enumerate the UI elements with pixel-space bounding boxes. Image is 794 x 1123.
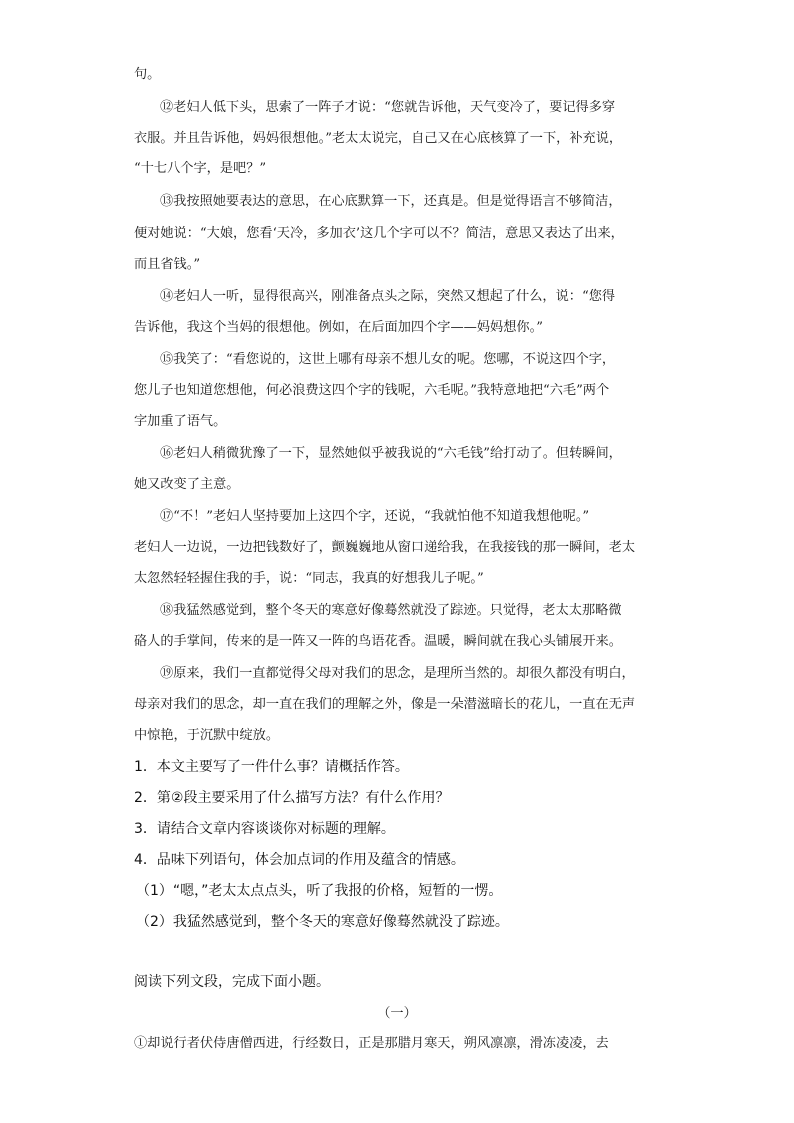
passage-line: ⑲原来，我们一直都觉得父母对我们的思念，是理所当然的。却很久都没有明白，: [160, 666, 635, 681]
question-4: 4．品味下列语句，体会加点词的作用及蕴含的情感。: [134, 852, 465, 868]
passage-line: 便对她说：“大娘，您看‘天冷，多加衣’这几个字可以不？简洁，意思又表达了出来，: [134, 226, 624, 241]
passage-line: 中惊艳，于沉默中绽放。: [134, 728, 280, 743]
passage-line: ⑫老妇人低下头，思索了一阵子才说：“您就告诉他，天气变冷了，要记得多穿: [160, 100, 616, 115]
passage-line: 句。: [134, 67, 161, 82]
passage-line: 母亲对我们的思念，却一直在我们的理解之外，像是一朵潜滋暗长的花儿，一直在无声: [134, 697, 636, 712]
passage-line: 衣服。并且告诉他，妈妈很想他。”老太太说完，自己又在心底核算了一下，补充说，: [134, 131, 623, 146]
question-3: 3．请结合文章内容谈谈你对标题的理解。: [134, 821, 395, 837]
passage-line: ⑱我猛然感觉到，整个冬天的寒意好像蓦然就没了踪迹。只觉得，老太太那略微: [160, 603, 622, 618]
question-1: 1．本文主要写了一件什么事？请概括作答。: [134, 759, 409, 775]
passage-line: 太忽然轻轻握住我的手，说：“同志，我真的好想我儿子呢。”: [134, 571, 484, 586]
passage-line: “十七八个字，是吧？”: [134, 161, 267, 176]
passage-line: ⑯老妇人稍微犹豫了一下，显然她似乎被我说的“六毛钱”给打动了。但转瞬间，: [160, 446, 622, 461]
passage-line: 而且省钱。”: [134, 257, 201, 272]
passage-line: ①却说行者伏侍唐僧西进，行经数日，正是那腊月寒天，朔风凛凛，滑冻凌凌，去: [134, 1036, 609, 1051]
passage-line: ⑭老妇人一听，显得很高兴，刚准备点头之际，突然又想起了什么，说：“您得: [160, 289, 616, 304]
question-2: 2．第②段主要采用了什么描写方法？有什么作用？: [134, 790, 450, 806]
passage-line: 硌人的手掌间，传来的是一阵又一阵的鸟语花香。温暖，瞬间就在我心头铺展开来。: [134, 634, 622, 649]
passage-line: ⑬我按照她要表达的意思，在心底默算一下，还真是。但是觉得语言不够简洁，: [160, 194, 622, 209]
passage-line: ⑮我笑了：“看您说的，这世上哪有母亲不想儿女的呢。您哪，不说这四个字，: [160, 352, 616, 367]
sub-question-1: （1）“嗯，”老太太点点头，听了我报的价格，短暂的一愣。: [136, 883, 503, 899]
passage-line: 您儿子也知道您想他，何必浪费这四个字的钱呢，六毛呢。”我特意地把“六毛”两个: [134, 383, 610, 398]
passage-line: ⑰“不！”老妇人坚持要加上这四个字，还说，“我就怕他不知道我想他呢。”: [160, 509, 590, 524]
reading-instruction: 阅读下列文段，完成下面小题。: [134, 974, 330, 990]
passage-line: 老妇人一边说，一边把钱数好了，颤巍巍地从窗口递给我，在我接钱的那一瞬间，老太: [134, 540, 636, 555]
section-heading: （一）: [377, 1006, 417, 1021]
sub-question-2: （2）我猛然感觉到，整个冬天的寒意好像蓦然就没了踪迹。: [136, 914, 509, 930]
passage-line: 告诉他，我这个当妈的很想他。例如，在后面加四个字——妈妈想你。”: [134, 320, 543, 335]
passage-line: 字加重了语气。: [134, 414, 227, 429]
passage-line: 她又改变了主意。: [134, 477, 240, 492]
